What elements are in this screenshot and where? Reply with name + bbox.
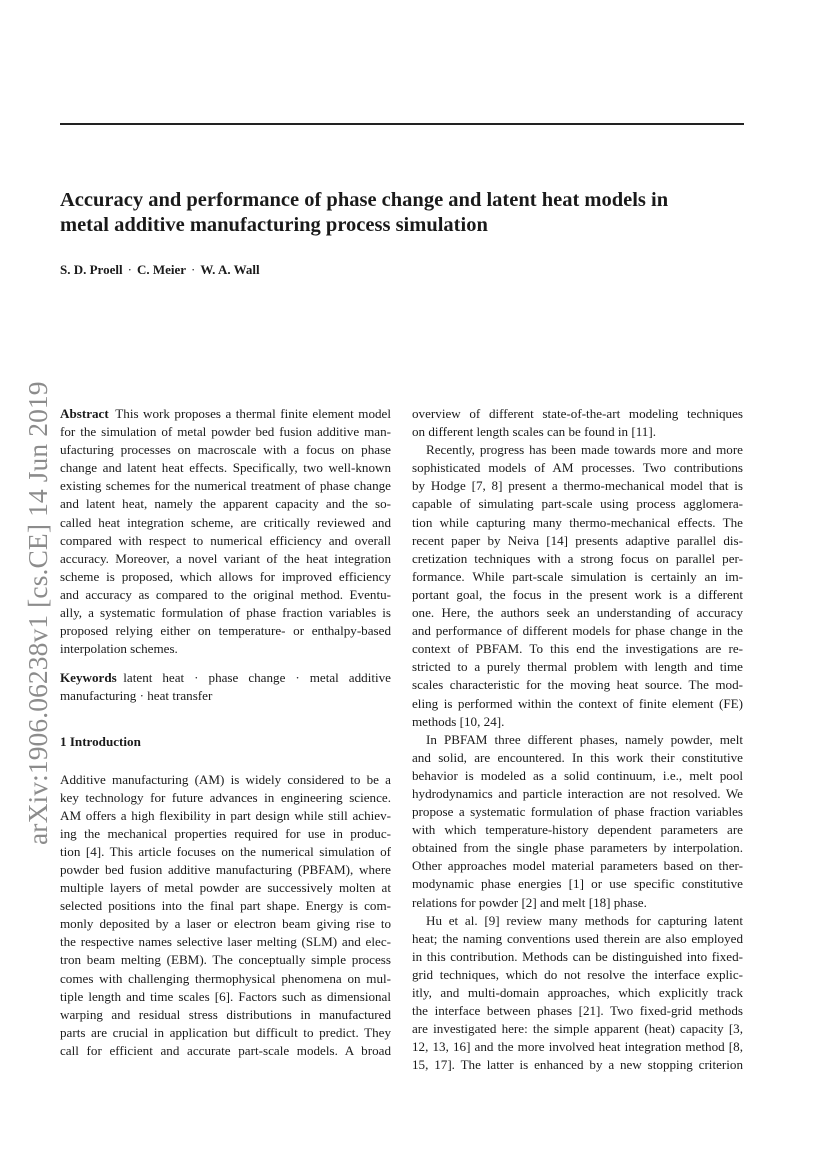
line-text: in this contribution. Methods can be distinguished into fixed- <box>412 948 743 964</box>
line-text: and accuracy as compared to the original method. Eventu- <box>60 586 391 602</box>
line-text: and solid, are encountered. In this work their constitutive <box>412 749 743 765</box>
text-line <box>412 604 743 622</box>
line-text: ufacturing processes on macroscale with a focus on phase <box>60 442 391 458</box>
text-line <box>412 839 743 857</box>
line-text: compared with respect to numerical efficiency and overall <box>60 532 391 548</box>
line-text: portant goal, the focus in the present work is a different <box>412 586 743 602</box>
line-text: and latent heat, namely the apparent capacity and the so- <box>60 496 391 512</box>
line-text: scheme is proposed, which allows for improved efficiency <box>60 568 391 584</box>
line-text: heat; the naming conventions used therein are also employed <box>412 930 743 946</box>
top-rule <box>60 123 744 125</box>
line-text: the interface between phases [21]. Two fixed-grid methods <box>412 1003 743 1019</box>
text-line <box>412 640 743 658</box>
text-line <box>412 532 743 550</box>
author-list <box>60 262 260 278</box>
text-line <box>60 988 391 1006</box>
line-text: called heat integration scheme, are critically reviewed and <box>60 514 391 530</box>
line-text: parts are crucial in application but difficult to predict. They <box>60 1024 391 1040</box>
line-text: itly, and multi-domain approaches, which explicitly track <box>412 985 743 1000</box>
text-line <box>60 1042 391 1060</box>
line-text: by Hodge [7, 8] present a thermo-mechanical model that is <box>412 478 743 494</box>
text-line <box>60 879 391 897</box>
text-line <box>412 423 743 441</box>
title-line: Accuracy and performance of phase change and latent heat models in <box>60 189 669 211</box>
line-text: interpolation schemes. <box>60 641 178 657</box>
text-line <box>412 1002 743 1020</box>
line-text: Other approaches model material parameters based on ther- <box>412 858 743 874</box>
text-line <box>60 825 391 843</box>
line-text: scales characteristic for the moving heat source. The mod- <box>412 677 743 693</box>
text-line <box>412 821 743 839</box>
line-text: tron beam melting (EBM). The conceptually simple process <box>60 952 391 968</box>
line-text: manufacturing · heat transfer <box>60 688 213 704</box>
line-text: context of PBFAM. To this end the investigations are re- <box>412 641 743 657</box>
line-text: call for efficient and accurate part-scale models. A broad <box>60 1042 391 1058</box>
line-text: relations for powder [2] and melt [18] phase. <box>412 894 647 910</box>
text-line <box>412 586 743 604</box>
line-text: the respective names selective laser melting (SLM) and elec- <box>60 934 391 950</box>
text-line <box>412 966 743 984</box>
text-line <box>412 749 743 767</box>
text-line <box>60 586 391 604</box>
line-text: propose a systematic formulation of phase fraction variables <box>412 804 743 820</box>
line-text: existing schemes for the numerical treatment of phase change <box>60 478 391 494</box>
arxiv-stamp: arXiv:1906.06238v1 [cs.CE] 14 Jun 2019 <box>22 381 53 845</box>
line-text: one. Here, the authors seek an understanding of accuracy <box>412 605 743 621</box>
line-text: In PBFAM three different phases, namely powder, melt <box>426 731 743 747</box>
author-separator: · <box>191 262 196 277</box>
line-text: tiple length and time scales [6]. Factors such as dimensional <box>60 988 391 1004</box>
body-paragraph <box>412 441 743 731</box>
text-line <box>412 875 743 893</box>
line-text: eling is performed within the context of finite element (FE) <box>412 695 743 711</box>
text-line <box>412 550 743 568</box>
text-line <box>60 861 391 879</box>
text-line <box>60 568 391 586</box>
line-text: grid techniques, which do not resolve the interface explic- <box>412 966 743 982</box>
text-line <box>60 951 391 969</box>
line-text: Hu et al. [9] review many methods for capturing latent <box>426 912 743 928</box>
text-line <box>412 477 743 495</box>
text-line <box>60 669 391 687</box>
text-line <box>412 1056 743 1074</box>
text-line <box>60 550 391 568</box>
line-text: stricted to a purely thermal problem with length and time <box>412 659 743 675</box>
body-paragraph <box>412 405 743 441</box>
text-line <box>412 622 743 640</box>
text-line <box>60 441 391 459</box>
text-line <box>60 405 391 423</box>
text-line <box>60 604 391 622</box>
text-line <box>412 857 743 875</box>
text-line <box>412 568 743 586</box>
line-text: Additive manufacturing (AM) is widely considered to be a <box>60 771 391 787</box>
line-text: change and latent heat effects. Specifically, two well-known <box>60 460 391 476</box>
text-line <box>60 514 391 532</box>
line-text: ing the mechanical properties required for use in produc- <box>60 825 391 841</box>
abstract <box>60 405 391 658</box>
line-text: AM offers a high flexibility in part design while still achiev- <box>60 807 391 823</box>
text-line <box>412 1038 743 1056</box>
text-line <box>60 687 391 705</box>
line-text: 15, 17]. The latter is enhanced by a new stopping criterion <box>412 1057 743 1073</box>
text-line <box>60 640 391 658</box>
line-text: monly deposited by a laser or electron beam giving rise to <box>60 916 391 932</box>
line-text: ally, a systematic formulation of phase fraction variables is <box>60 605 391 621</box>
line-text: capable of simulating part-scale using process agglomera- <box>412 496 743 512</box>
line-text: tion while capturing many thermo-mechanical effects. The <box>412 514 743 530</box>
text-line <box>412 894 743 912</box>
text-line <box>60 771 391 789</box>
paper-title <box>60 188 750 238</box>
text-line <box>60 1024 391 1042</box>
line-text: selected positions into the final part shape. Energy is com- <box>60 898 391 914</box>
text-line <box>412 1020 743 1038</box>
text-line <box>412 731 743 749</box>
text-line <box>412 713 743 731</box>
text-line <box>60 477 391 495</box>
line-text: warping and residual stress distributions in manufactured <box>60 1006 391 1022</box>
text-line <box>60 807 391 825</box>
line-text: modynamic phase energies [1] or use specific constitutive <box>412 876 743 892</box>
line-text: on different length scales can be found in [11]. <box>412 424 656 440</box>
text-line <box>60 622 391 640</box>
right-column <box>412 405 743 1074</box>
line-text: obtained from the single phase parameters by interpolation. <box>412 840 743 856</box>
line-text: are investigated here: the simple apparent (heat) capacity [3, <box>412 1021 743 1037</box>
line-text: formance. While part-scale simulation is certainly an im- <box>412 568 743 584</box>
text-line <box>412 912 743 930</box>
line-text: cretization techniques with a strong focus on parallel per- <box>412 550 743 566</box>
keywords-label: Keywords <box>60 670 117 686</box>
author-separator: · <box>127 262 132 277</box>
line-text: hydrodynamics and particle interaction are not resolved. We <box>412 785 743 801</box>
text-line <box>412 658 743 676</box>
line-text: overview of different state-of-the-art modeling techniques <box>412 406 743 421</box>
text-line <box>60 789 391 807</box>
text-line <box>60 897 391 915</box>
line-text: behavior is modeled as a solid continuum, i.e., melt pool <box>412 767 743 783</box>
line-text: and performance of different models for phase change in the <box>412 623 743 639</box>
text-line <box>60 495 391 513</box>
text-line <box>412 405 743 423</box>
abstract-label: Abstract <box>60 406 109 421</box>
author-name: S. D. Proell <box>60 262 123 277</box>
text-line <box>412 767 743 785</box>
line-text: key technology for future advances in engineering science. <box>60 789 391 805</box>
line-text: methods [10, 24]. <box>412 713 505 729</box>
text-line <box>412 930 743 948</box>
line-text: with which temperature-history dependent parameters are <box>412 822 743 838</box>
line-text: latent heat · phase change · metal additive <box>123 670 391 686</box>
keywords <box>60 669 391 705</box>
line-text: This work proposes a thermal finite element model <box>115 406 391 421</box>
line-text: Recently, progress has been made towards more and more <box>426 442 743 458</box>
text-line <box>60 532 391 550</box>
text-line <box>412 459 743 477</box>
section-heading: 1 Introduction <box>60 733 141 749</box>
line-text: proposed relying either on temperature- or enthalpy-based <box>60 623 391 639</box>
text-line <box>412 495 743 513</box>
text-line <box>60 933 391 951</box>
intro-paragraph <box>60 771 391 1061</box>
line-text: comes with challenging thermophysical phenomena on mul- <box>60 970 391 986</box>
author-name: C. Meier <box>136 262 187 277</box>
title-line: metal additive manufacturing process simulation <box>60 214 488 236</box>
author-name: W. A. Wall <box>200 262 260 277</box>
body-paragraph <box>412 731 743 912</box>
text-line <box>412 803 743 821</box>
text-line <box>60 1006 391 1024</box>
text-line <box>60 459 391 477</box>
left-column <box>60 405 391 1060</box>
line-text: 12, 13, 16] and the more involved heat integration method [8, <box>412 1039 743 1055</box>
text-line <box>60 915 391 933</box>
line-text: powder bed fusion additive manufacturing (PBFAM), where <box>60 861 391 877</box>
text-line <box>412 785 743 803</box>
line-text: tion [4]. This article focuses on the numerical simulation of <box>60 843 391 859</box>
line-text: sophisticated models of AM processes. Two contributions <box>412 460 743 476</box>
line-text: multiple layers of metal powder are successively molten at <box>60 880 391 896</box>
text-line <box>60 423 391 441</box>
line-text: for the simulation of metal powder bed fusion additive man- <box>60 424 391 440</box>
line-text: accuracy. Moreover, a novel variant of the heat integration <box>60 550 391 566</box>
text-line <box>412 514 743 532</box>
text-line <box>412 676 743 694</box>
body-paragraph <box>412 912 743 1075</box>
text-line <box>60 843 391 861</box>
text-line <box>60 970 391 988</box>
text-line <box>412 441 743 459</box>
text-line <box>412 984 743 1002</box>
line-text: recent paper by Neiva [14] presents adaptive parallel dis- <box>412 532 743 548</box>
text-line <box>412 948 743 966</box>
text-line <box>412 695 743 713</box>
